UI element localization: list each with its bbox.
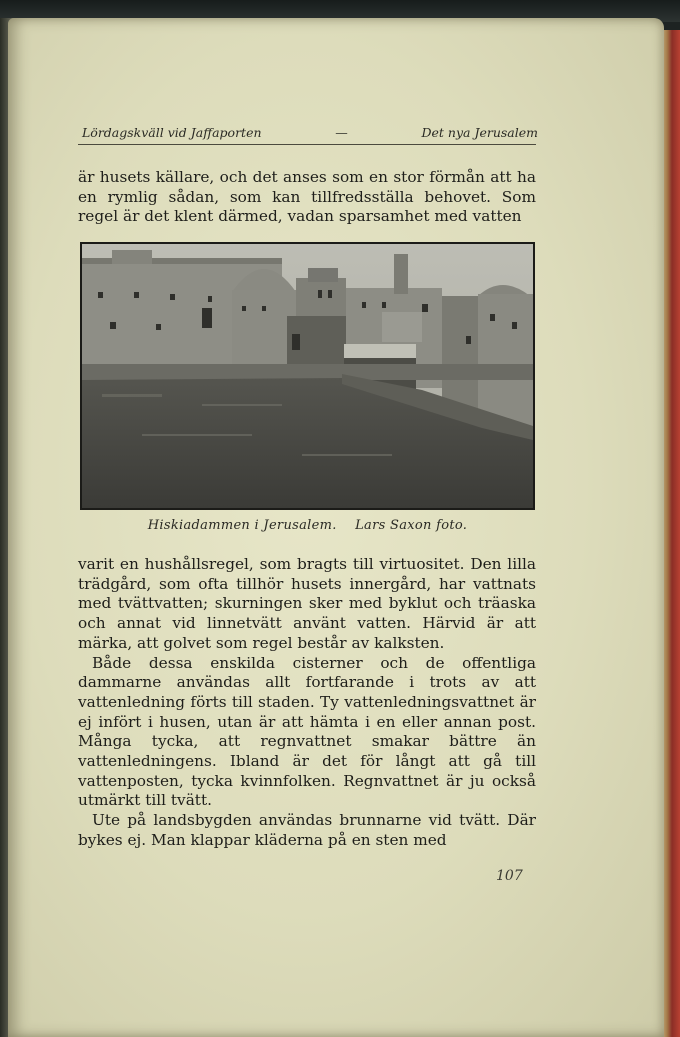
pool-photo-illustration	[82, 244, 533, 508]
photograph	[80, 242, 535, 510]
text-block-bottom	[78, 555, 536, 851]
header-rule	[78, 144, 536, 145]
paragraph-3: Ute på landsbygden användas brunnarne vid tvätt. Där bykes ej. Man klappar kläderna på en sten med	[78, 811, 536, 849]
running-head-separator: —	[335, 125, 348, 140]
paragraph-continued: är husets källare, och det anses som en stor förmån att ha en rymlig sådan, som kan tillfredsställa behovet. Som regel är det klent därmed, vadan sparsamhet med vatten	[78, 168, 536, 226]
text-block-top	[78, 168, 536, 227]
caption-credit: Lars Saxon foto.	[355, 518, 468, 533]
running-head	[82, 118, 538, 140]
running-head-right: Det nya Jerusalem	[421, 125, 538, 140]
photo-caption	[80, 518, 535, 533]
paragraph-2: Både dessa enskilda cisterner och de offentliga dammarne användas allt fortfarande i trots av att vattenledning förts till staden. Ty vattenledningsvattnet är ej infört i husen, utan är att hämta i en eller annan post. Många tycka, att regnvattnet smakar bättre än vattenledningens. Ibland är det för långt att gå till vattenposten, tycka kvinnfolken. Regnvattnet är ju också utmärkt till tvätt.	[78, 653, 536, 810]
page-number: 107	[496, 868, 523, 884]
running-head-left: Lördagskväll vid Jaffaporten	[82, 125, 262, 140]
caption-title: Hiskiadammen i Jerusalem.	[147, 518, 337, 533]
paragraph-1: varit en hushållsregel, som bragts till virtuositet. Den lilla trädgård, som ofta tillhör husets innergård, har vattnats med tvättvatten; skurningen sker med byklut och träaska och annat vid linnetvätt använt vatten. Härvid är att märka, att golvet som regel består av kalksten.	[78, 555, 536, 652]
